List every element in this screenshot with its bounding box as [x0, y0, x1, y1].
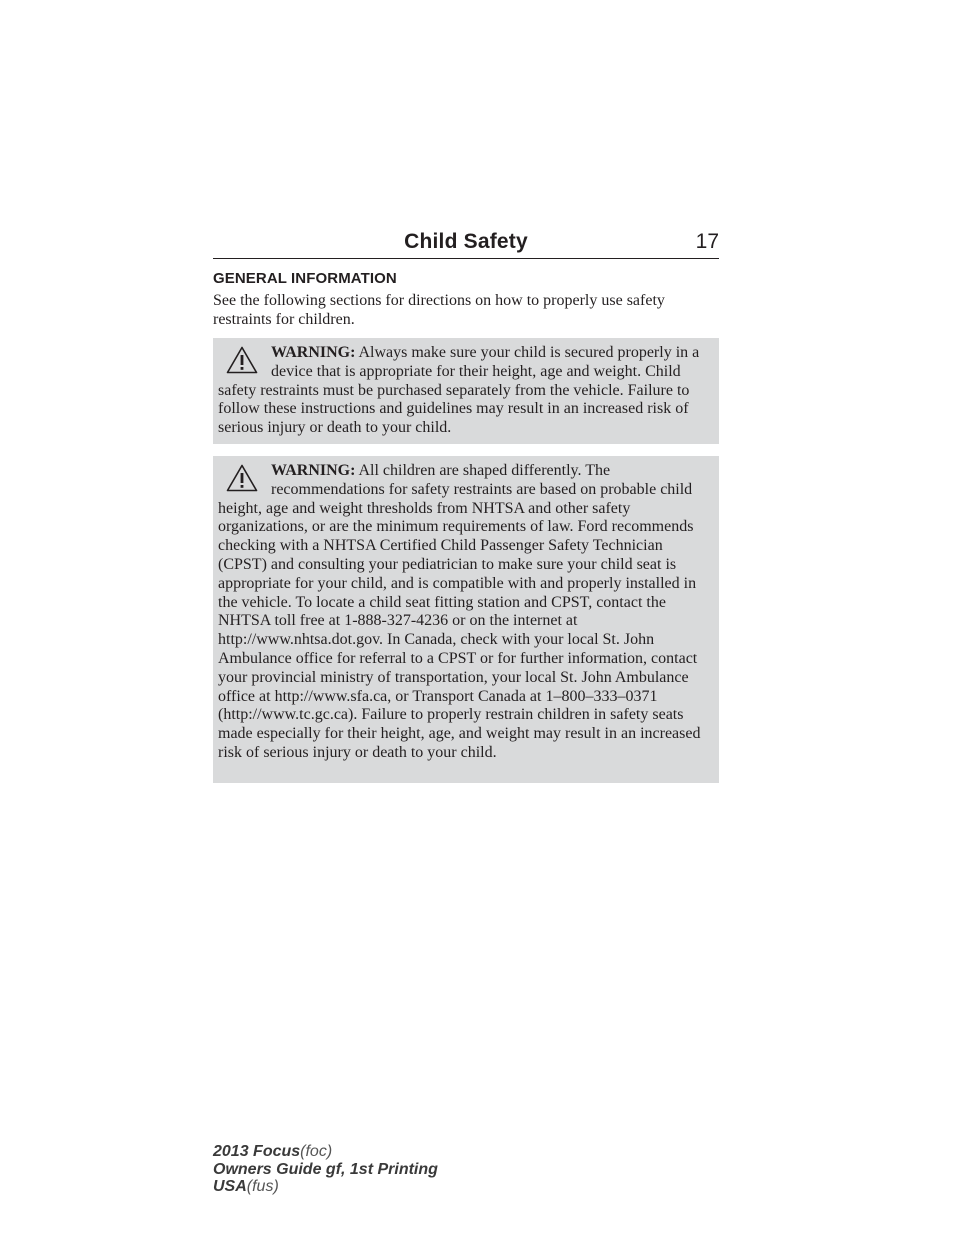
warning-label: WARNING: — [271, 344, 356, 361]
warning-box — [213, 338, 719, 444]
footer-line-model — [213, 1143, 438, 1161]
warning-body: Always make sure your child is secured properly in a device that is appropriate for their height, age and weight. Child safety restraints must be purchased separately from the vehicle. Failure to follow these instructions and guidelines may result in an increased risk of serious injury or death to your child. — [218, 344, 700, 437]
footer-printing: Owners Guide gf, 1st Printing — [213, 1160, 438, 1178]
warning-triangle-icon — [226, 346, 258, 374]
document-footer — [213, 1143, 438, 1196]
footer-market: USA — [213, 1178, 247, 1195]
warning-label: WARNING: — [271, 462, 356, 479]
warning-text — [218, 462, 715, 763]
warning-box — [213, 456, 719, 783]
intro-paragraph: See the following sections for directions on how to properly use safety restraints for children. — [213, 292, 665, 328]
footer-line-market — [213, 1178, 438, 1196]
warning-text — [218, 344, 715, 438]
page-header — [213, 228, 719, 259]
page-number: 17 — [695, 230, 719, 253]
warning-triangle-icon — [226, 464, 258, 492]
footer-model: 2013 Focus — [213, 1143, 301, 1160]
warning-body: All children are shaped differently. The recommendations for safety restraints are based on probable child height, age and weight thresholds from NHTSA and other safety organizations, or are the minimum requirements of law. Ford recommends checking with a NHTSA Certified Child Passenger Safety Technician (CPST) and consulting your pediatrician to make sure your child seat is appropriate for your child, and is compatible with and properly installed in the vehicle. To locate a child seat fitting station and CPST, contact the NHTSA toll free at 1-888-327-4236 or on the internet at http://www.nhtsa.dot.gov. In Canada, check with your local St. John Ambulance office for referral to a CPST or for further information, contact your provincial ministry of transportation, your local St. John Ambulance office at http://www.sfa.ca, or Transport Canada at 1–800–333–0371 (http://www.tc.gc.ca). Failure to properly restrain children in safety seats made especially for their height, age, and weight may result in an increased risk of serious injury or death to your child. — [218, 462, 701, 761]
section-heading: GENERAL INFORMATION — [213, 270, 397, 287]
chapter-title: Child Safety — [404, 230, 528, 253]
footer-market-code: (fus) — [246, 1178, 279, 1195]
footer-model-code: (foc) — [300, 1143, 333, 1160]
